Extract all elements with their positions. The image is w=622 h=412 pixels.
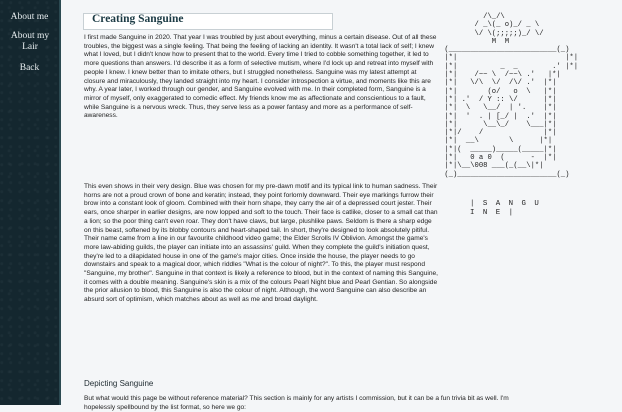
page-title-box [83,13,333,30]
page-title: Creating Sanguine [92,13,184,25]
section-heading-depicting: Depicting Sanguine [84,379,154,388]
sidebar [0,0,61,405]
intro-paragraph: I first made Sanguine in 2020. That year I was troubled by just about everything, minus a certain disease. Out of all these troubles, the biggest was a single feeling. That being the feeling of lacking an identity. It wasn't a total lack of self; I knew what I loved, but I didn't know how to present that to the world. Every time I tried to cobble something together, it led to more questions than answers. I'd describe it as a form of selective mutism, where I'd lock up and retreat into myself with people I knew. I knew better than to imitate others, but I struggled nonetheless. Sanguine was my latest attempt at closure and miraculously, they landed straight into my heart. I consider introspection a virtue, and moments like this are why. A year later, I worked through our gender, and Sanguine evolved with me. In their completed form, Sanguine is a mirror of myself, only exaggerated to comedic effect. My friends know me as affectionate and conscientious to a fault, while Sanguine is a nervous wreck. Thus, they serve less as a power fantasy and more as a performance of self-awareness. [84,34,437,120]
sanguine-ascii-label: | S A N G U I N E | [470,200,541,217]
main-content [82,0,579,411]
design-paragraph: This even shows in their very design. Blue was chosen for my pre-dawn motif and its typical link to human sadness. Their horns are not a proud crown of bone and keratin; instead, they point forlornly downward. Their eye markings furrow their brow into a constant look of gloom. Combined with their horn shape, they carry the air of a depressed court jester. Their ears, once sharper in earlier designs, are now lopped and soft to the touch. Their face is catlike, closer to a small cat than a lion; so the poor thing can't even roar. They don't have claws, but large, plushlike paws. Seldom is there a sharp edge on this beast, softened by its blobby contours and heart-shaped tail. In short, they're designed to look absolutely pitiful. Their name came from a line in our favourite childhood video game; the Elder Scrolls IV Oblivion. Amongst the game's more law-abiding guilds, the player can initiate into an assassins' guild. When they complete the guild's initiation quest, they're led to a dilapidated house in one of the game's major cities. Once inside the house, the player needs to go downstairs and speak to a magical door, which riddles "What is the colour of night?". To this, the player must respond "Sanguine, my brother". Sanguine in that context is likely a reference to blood, but in the context of naming this Sanguine, it comes with a double meaning. Sanguine's skin is a mix of the colours Pearl Night blue and Pearl Gentian. So alongside the prior allusion to blood, this Sanguine is also the colour of night. Although, the word Sanguine can also describe an absurd sort of optimism, which matches about as well as me and broad daylight. [84,183,438,304]
nav-link-about-me[interactable]: About me [10,12,49,22]
section-intro-text: But what would this page be without reference material? This section is mainly for any artists I commission, but it can be a fun trivia bit as well. I'm hopelessly spellbound by the list format, so here we go: [84,395,509,411]
sanguine-ascii-art: /\_/\ / _\(_ o)_/ _ \ \/ \(;;;;;)_/ \/ M M (_________________________(_) |*| |*| |*| _ _ .' |*| |*| /~~ \ /~~\ .' |*| |*| \/\ \/ /\/ .' |*| |*| (o/ o \ |*| |*| .' / Y :: \/ |*| |*| \ \__/ | '. |*| |*| ' . | [_/ | .' |*| |*| \__\_/ \___|*| |*|/ / |*| |*| __\ \ |*| |*|( _____)_____(_____|*| |*| 0 a 0 ( - |*| |*|\__\008 ___(_(__\|*| (_)_______________________(_) [444,13,579,179]
nav-link-about-my-lair[interactable]: About my Lair [10,31,50,52]
nav-link-back[interactable]: Back [19,63,40,73]
